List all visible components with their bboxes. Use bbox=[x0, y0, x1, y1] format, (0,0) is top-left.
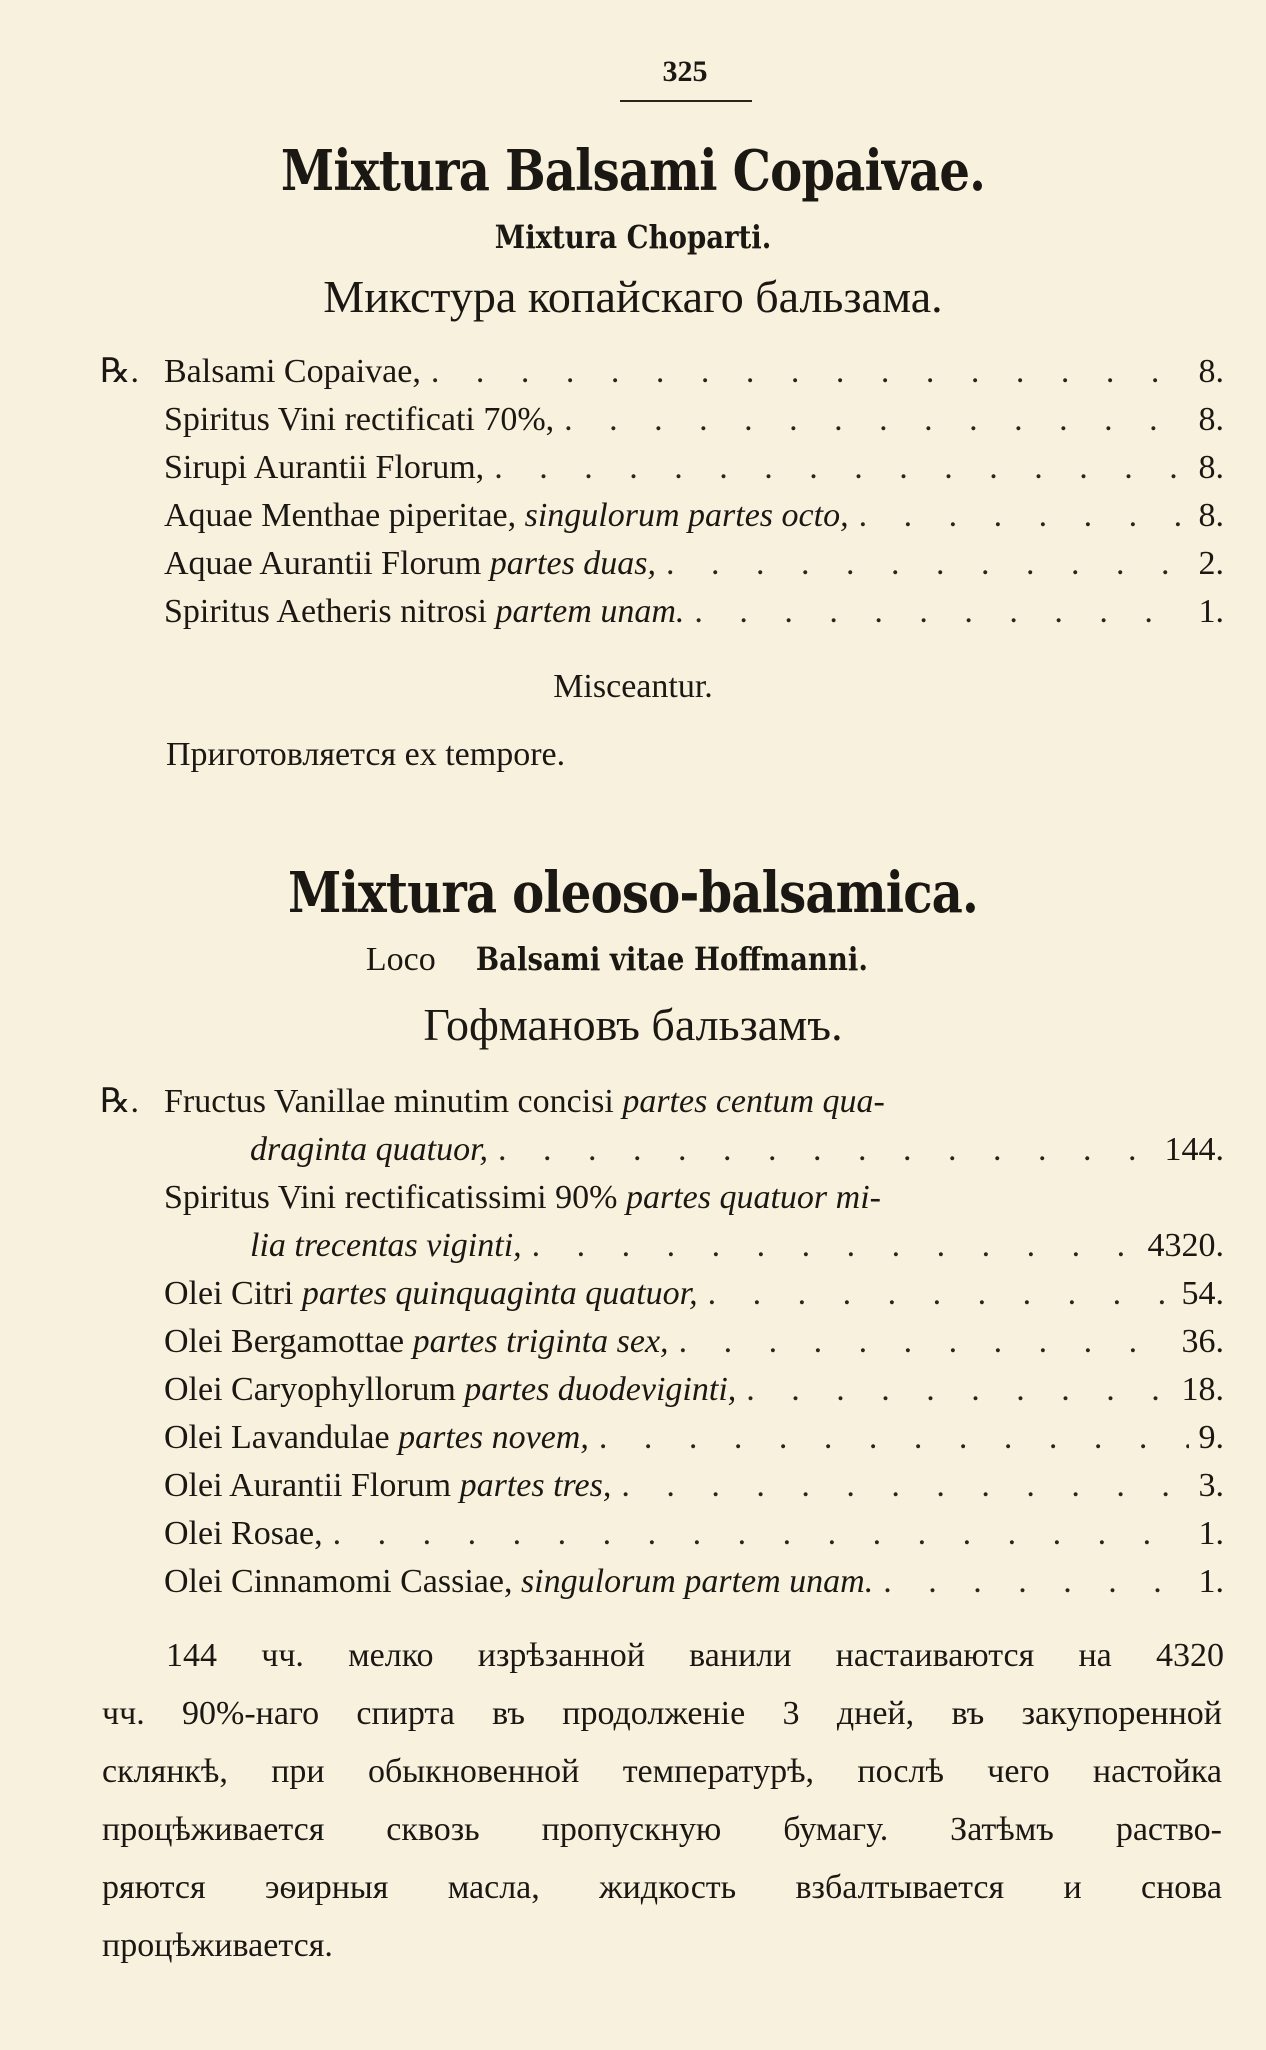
section2-item-2 bbox=[164, 1176, 1224, 1220]
item-quantity: 18. bbox=[1181, 1371, 1224, 1408]
leader-dots bbox=[621, 1464, 1188, 1508]
item-note-continued: draginta quatuor, bbox=[250, 1131, 489, 1168]
section1-title: Mixtura Balsami Copaivae. bbox=[280, 138, 986, 204]
section2-russian-title: Гофмановъ бальзамъ. bbox=[423, 999, 843, 1050]
leader-dots bbox=[883, 1560, 1188, 1604]
section2-synonym-line bbox=[0, 940, 1266, 979]
item-quantity: 144. bbox=[1164, 1131, 1224, 1168]
item-quantity: 1. bbox=[1198, 1515, 1224, 1552]
section2-item-1 bbox=[100, 1080, 1224, 1124]
item-name: Spiritus Aetheris nitrosi bbox=[164, 593, 487, 630]
item-quantity: 4320. bbox=[1147, 1227, 1224, 1264]
rx-symbol: ℞. bbox=[100, 1083, 139, 1120]
item-note: partes centum qua- bbox=[622, 1083, 885, 1120]
leader-dots bbox=[532, 1224, 1138, 1268]
leader-dots bbox=[694, 590, 1188, 634]
item-quantity: 54. bbox=[1181, 1275, 1224, 1312]
section1-synonym: Mixtura Choparti. bbox=[494, 218, 772, 256]
item-note: partem unam. bbox=[495, 593, 685, 630]
item-quantity: 8. bbox=[1198, 449, 1224, 486]
paragraph-line-5: ряются эѳирныя масла, жидкость взбалтывается и снова bbox=[102, 1869, 1222, 1906]
section2-item-7 bbox=[164, 1464, 1224, 1508]
item-name: Spiritus Vini rectificatissimi 90% bbox=[164, 1179, 618, 1216]
item-note: partes duas, bbox=[489, 545, 657, 582]
section1-russian-title: Микстура копайскаго бальзама. bbox=[323, 271, 943, 322]
section2-synonym-prefix: Loco bbox=[365, 941, 436, 978]
page-number: 325 bbox=[662, 55, 708, 88]
item-note: singulorum partem unam. bbox=[520, 1563, 874, 1600]
item-name: Fructus Vanillae minutim concisi bbox=[164, 1083, 614, 1120]
paragraph-line-4: процѣживается сквозь пропускную бумагу. Затѣмъ раство- bbox=[102, 1811, 1222, 1848]
leader-dots bbox=[564, 398, 1188, 442]
section2-item-6 bbox=[164, 1416, 1224, 1460]
item-name: Spiritus Vini rectificati 70%, bbox=[164, 401, 555, 438]
item-quantity: 3. bbox=[1198, 1467, 1224, 1504]
item-name: Olei Aurantii Florum bbox=[164, 1467, 452, 1504]
paragraph-line-3: склянкѣ, при обыкновенной температурѣ, послѣ чего настойка bbox=[102, 1753, 1222, 1790]
section2-item-3 bbox=[164, 1272, 1224, 1316]
section2-item-4 bbox=[164, 1320, 1224, 1364]
section2-item-2-continued bbox=[250, 1224, 1224, 1268]
section1-item-6 bbox=[164, 590, 1224, 634]
section2-synonym: Balsami vitae Hoffmanni. bbox=[476, 940, 869, 978]
item-quantity: 2. bbox=[1198, 545, 1224, 582]
section1-item-3 bbox=[164, 446, 1224, 490]
item-name: Olei Bergamottae bbox=[164, 1323, 405, 1360]
item-name: Aquae Menthae piperitae, bbox=[164, 497, 517, 534]
section2-item-9 bbox=[164, 1560, 1224, 1604]
item-note: partes duodeviginti, bbox=[464, 1371, 737, 1408]
item-name: Balsami Copaivae, bbox=[164, 353, 421, 390]
item-name: Sirupi Aurantii Florum, bbox=[164, 449, 485, 486]
section1-item-5 bbox=[164, 542, 1224, 586]
item-note: singulorum partes octo, bbox=[524, 497, 849, 534]
page-number-rule bbox=[620, 100, 752, 102]
paragraph-line-2: чч. 90%-наго спирта въ продолженіе 3 дней, въ закупоренной bbox=[102, 1695, 1222, 1732]
leader-dots bbox=[599, 1416, 1189, 1460]
item-name: Olei Caryophyllorum bbox=[164, 1371, 456, 1408]
section2-item-5 bbox=[164, 1368, 1224, 1412]
item-note: partes novem, bbox=[398, 1419, 589, 1456]
leader-dots bbox=[746, 1368, 1171, 1412]
item-name: Olei Lavandulae bbox=[164, 1419, 390, 1456]
item-quantity: 8. bbox=[1198, 401, 1224, 438]
section1-item-2 bbox=[164, 398, 1224, 442]
item-note: partes triginta sex, bbox=[412, 1323, 669, 1360]
item-name: Olei Rosae, bbox=[164, 1515, 323, 1552]
item-note: partes tres, bbox=[459, 1467, 612, 1504]
item-quantity: 8. bbox=[1198, 353, 1224, 390]
item-name: Olei Cinnamomi Cassiae, bbox=[164, 1563, 513, 1600]
section1-misceantur: Misceantur. bbox=[553, 668, 713, 705]
section1-preparation: Приготовляется ex tempore. bbox=[166, 736, 566, 773]
section2-item-1-continued bbox=[250, 1128, 1224, 1172]
paragraph-line-1: 144 чч. мелко изрѣзанной ванили настаиваются на 4320 bbox=[166, 1637, 1224, 1674]
item-quantity: 9. bbox=[1198, 1419, 1224, 1456]
leader-dots bbox=[431, 350, 1189, 394]
section2-title: Mixtura oleoso-balsamica. bbox=[288, 860, 978, 926]
item-quantity: 36. bbox=[1181, 1323, 1224, 1360]
leader-dots bbox=[666, 542, 1188, 586]
leader-dots bbox=[498, 1128, 1154, 1172]
item-quantity: 1. bbox=[1198, 593, 1224, 630]
item-note: partes quinquaginta quatuor, bbox=[301, 1275, 698, 1312]
rx-symbol: ℞. bbox=[100, 353, 139, 390]
section2-item-8 bbox=[164, 1512, 1224, 1556]
leader-dots bbox=[708, 1272, 1172, 1316]
leader-dots bbox=[859, 494, 1189, 538]
item-quantity: 8. bbox=[1198, 497, 1224, 534]
item-name: Olei Citri bbox=[164, 1275, 294, 1312]
leader-dots bbox=[679, 1320, 1172, 1364]
item-name: Aquae Aurantii Florum bbox=[164, 545, 482, 582]
leader-dots bbox=[333, 1512, 1189, 1556]
item-note: partes quatuor mi- bbox=[625, 1179, 881, 1216]
paragraph-line-6: процѣживается. bbox=[102, 1927, 333, 1964]
item-quantity: 1. bbox=[1198, 1563, 1224, 1600]
section1-item-1 bbox=[100, 350, 1224, 394]
leader-dots bbox=[494, 446, 1188, 490]
section1-item-4 bbox=[164, 494, 1224, 538]
item-note-continued: lia trecentas viginti, bbox=[250, 1227, 522, 1264]
